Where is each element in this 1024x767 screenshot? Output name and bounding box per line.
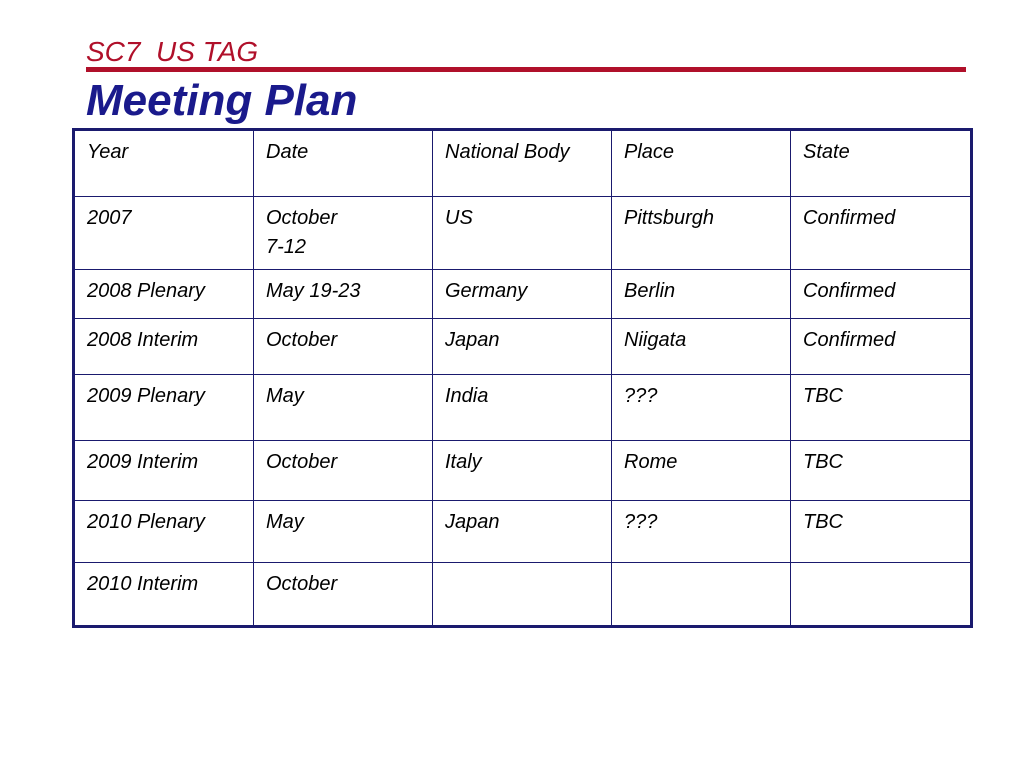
table-row bbox=[74, 319, 972, 375]
cell-date: October bbox=[254, 441, 433, 501]
table-row bbox=[74, 563, 972, 627]
cell-national-body bbox=[433, 563, 612, 627]
cell-national-body: India bbox=[433, 375, 612, 441]
cell-date: October bbox=[254, 563, 433, 627]
cell-place: Pittsburgh bbox=[612, 197, 791, 270]
table-header-row bbox=[74, 130, 972, 197]
cell-date: May bbox=[254, 501, 433, 563]
cell-date: October bbox=[254, 319, 433, 375]
cell-year: 2007 bbox=[74, 197, 254, 270]
cell-place: Berlin bbox=[612, 270, 791, 319]
cell-year: 2009 Plenary bbox=[74, 375, 254, 441]
cell-national-body: Italy bbox=[433, 441, 612, 501]
header-cell-national-body: National Body bbox=[433, 130, 612, 197]
header-cell-place: Place bbox=[612, 130, 791, 197]
cell-state: Confirmed bbox=[791, 319, 972, 375]
cell-year: 2010 Interim bbox=[74, 563, 254, 627]
cell-date: May 19-23 bbox=[254, 270, 433, 319]
table-row bbox=[74, 375, 972, 441]
table-row bbox=[74, 441, 972, 501]
meeting-plan-table bbox=[72, 128, 973, 628]
cell-state: TBC bbox=[791, 375, 972, 441]
cell-date: May bbox=[254, 375, 433, 441]
cell-year: 2010 Plenary bbox=[74, 501, 254, 563]
table-row bbox=[74, 270, 972, 319]
header-cell-year: Year bbox=[74, 130, 254, 197]
cell-national-body: US bbox=[433, 197, 612, 270]
cell-year: 2008 Plenary bbox=[74, 270, 254, 319]
slide-subtitle: SC7 US TAG bbox=[86, 36, 259, 67]
header-cell-date: Date bbox=[254, 130, 433, 197]
cell-state: Confirmed bbox=[791, 270, 972, 319]
cell-place: ??? bbox=[612, 501, 791, 563]
table-row bbox=[74, 501, 972, 563]
table-row bbox=[74, 197, 972, 270]
cell-place bbox=[612, 563, 791, 627]
cell-year: 2009 Interim bbox=[74, 441, 254, 501]
cell-place: Niigata bbox=[612, 319, 791, 375]
cell-state bbox=[791, 563, 972, 627]
cell-place: ??? bbox=[612, 375, 791, 441]
cell-place: Rome bbox=[612, 441, 791, 501]
header-cell-state: State bbox=[791, 130, 972, 197]
cell-state: TBC bbox=[791, 501, 972, 563]
cell-national-body: Germany bbox=[433, 270, 612, 319]
cell-state: TBC bbox=[791, 441, 972, 501]
cell-national-body: Japan bbox=[433, 319, 612, 375]
cell-national-body: Japan bbox=[433, 501, 612, 563]
cell-year: 2008 Interim bbox=[74, 319, 254, 375]
slide-title: Meeting Plan bbox=[86, 76, 358, 125]
cell-state: Confirmed bbox=[791, 197, 972, 270]
cell-date: October 7-12 bbox=[254, 197, 433, 270]
title-divider bbox=[86, 67, 966, 72]
